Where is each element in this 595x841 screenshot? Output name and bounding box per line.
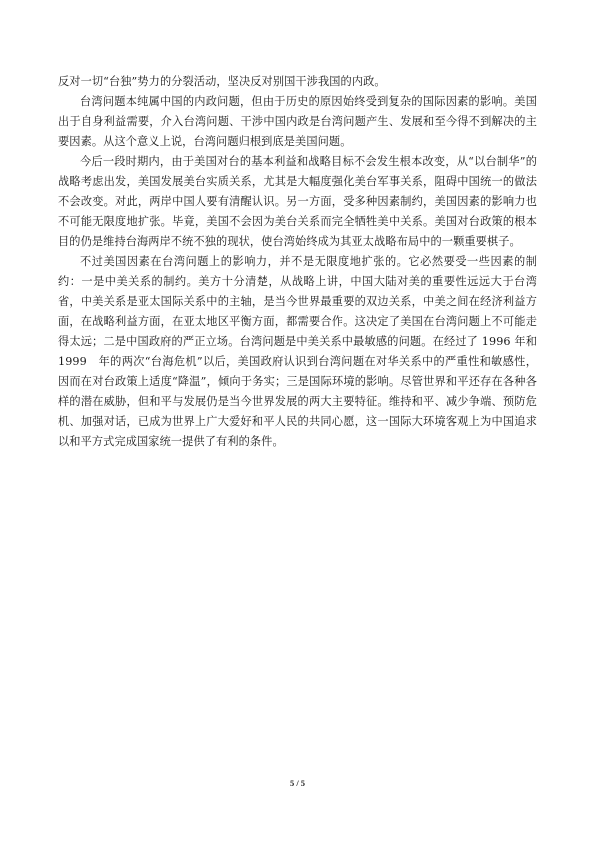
document-body xyxy=(58,72,537,452)
paragraph-3: 今后一段时期内，由于美国对台的基本利益和战略目标不会发生根本改变，从“以台制华”的战略考虑出发，美国发展美台实质关系，尤其是大幅度强化美台军事关系，阻碍中国统一的做法不会改变。对此，两岸中国人要有清醒认识。另一方面，受多种因素制约，美国因素的影响力也不可能无限度地扩张。毕竟，美国不会因为美台关系而完全牺牲美中关系。美国对台政策的根本目的仍是维持台海两岸不统不独的现状，使台湾始终成为其亚太战略布局中的一颗重要棋子。 xyxy=(58,155,537,248)
page-number: 5 / 5 xyxy=(289,778,306,788)
paragraph-1: 反对一切“台独”势力的分裂活动，坚决反对别国干涉我国的内政。 xyxy=(58,75,386,88)
paragraph-2: 台湾问题本纯属中国的内政问题，但由于历史的原因始终受到复杂的国际因素的影响。美国出于自身利益需要，介入台湾问题、干涉中国内政是台湾问题产生、发展和至今得不到解决的主要因素。从这个意义上说，台湾问题归根到底是美国问题。 xyxy=(58,95,537,148)
paragraph-4: 不过美国因素在台湾问题上的影响力，并不是无限度地扩张的。它必然要受一些因素的制约：一是中美关系的制约。美方十分清楚，从战略上讲，中国大陆对美的重要性远远大于台湾省，中美关系是亚太国际关系中的主轴，是当今世界最重要的双边关系，中美之间在经济利益方面，在战略利益方面，在亚太地区平衡方面，都需要合作。这决定了美国在台湾问题上不可能走得太远；二是中国政府的严正立场。台湾问题是中美关系中最敏感的问题。在经过了 1996 年和 1999 年的两次“台海危机”以后，美国政府认识到台湾问题在对华关系中的严重性和敏感性，因而在对台政策上适度“降温”，倾向于务实；三是国际环境的影响。尽管世界和平还存在各种各样的潜在威胁，但和平与发展仍是当今世界发展的两大主要特征。维持和平、减少争端、预防危机、加强对话，已成为世界上广大爱好和平人民的共同心愿，这一国际大环境客观上为中国追求以和平方式完成国家统一提供了有利的条件。 xyxy=(58,255,537,448)
